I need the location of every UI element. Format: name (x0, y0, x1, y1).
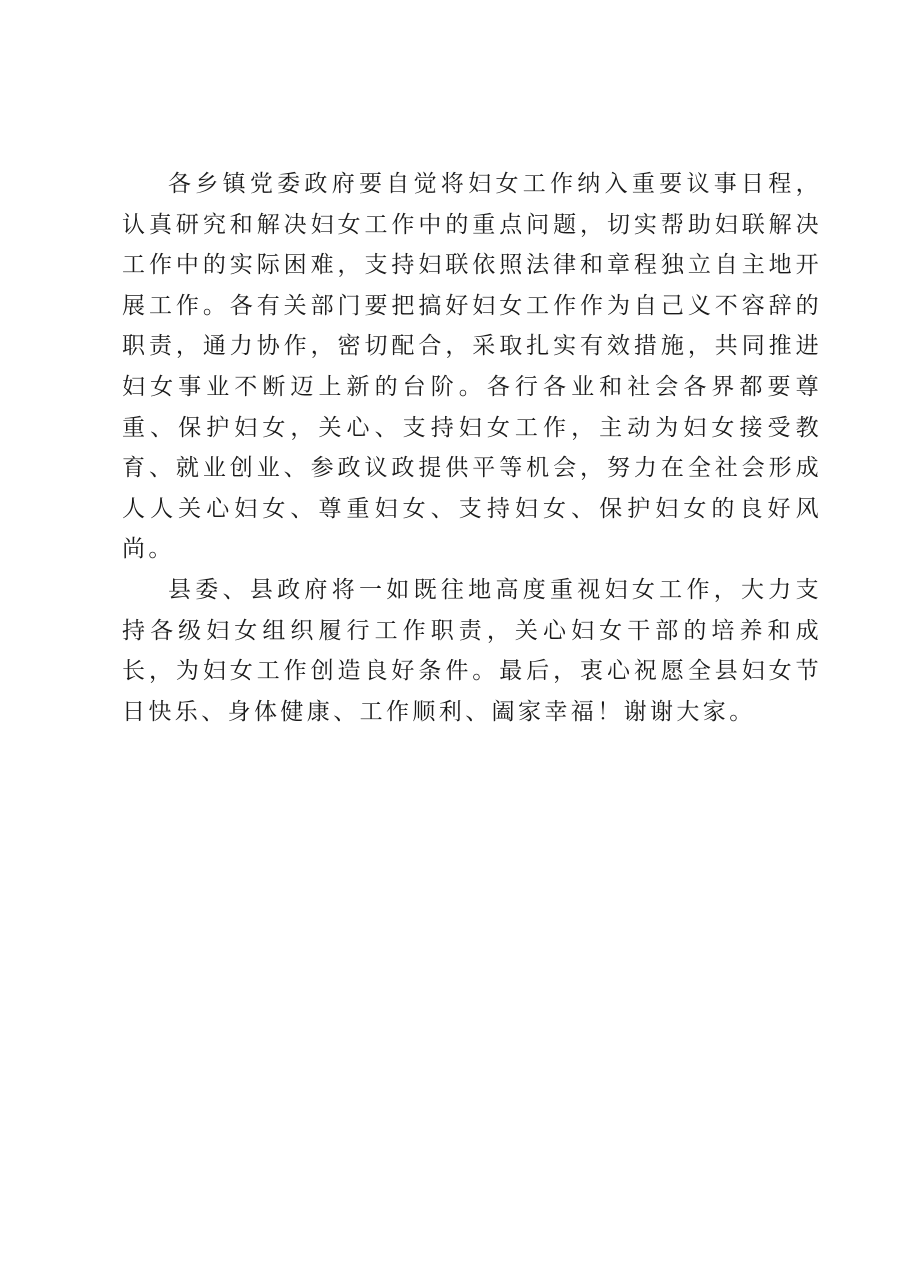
paragraph-closing-remarks: 县委、县政府将一如既往地高度重视妇女工作，大力支持各级妇女组织履行工作职责，关心妇女干部的培养和成长，为妇女工作创造良好条件。最后，衷心祝愿全县妇女节日快乐、身体健康、工作顺利、阖家幸福！谢谢大家。 (122, 576, 822, 725)
paragraph-support-womens-federation: 各乡镇党委政府要自觉将妇女工作纳入重要议事日程，认真研究和解决妇女工作中的重点问题，切实帮助妇联解决工作中的实际困难，支持妇联依照法律和章程独立自主地开展工作。各有关部门要把搞好妇女工作作为自己义不容辞的职责，通力协作，密切配合，采取扎实有效措施，共同推进妇女事业不断迈上新的台阶。各行各业和社会各界都要尊重、保护妇女，关心、支持妇女工作，主动为妇女接受教育、就业创业、参政议政提供平等机会，努力在全社会形成人人关心妇女、尊重妇女、支持妇女、保护妇女的良好风尚。 (122, 171, 822, 563)
document-body (122, 164, 822, 732)
